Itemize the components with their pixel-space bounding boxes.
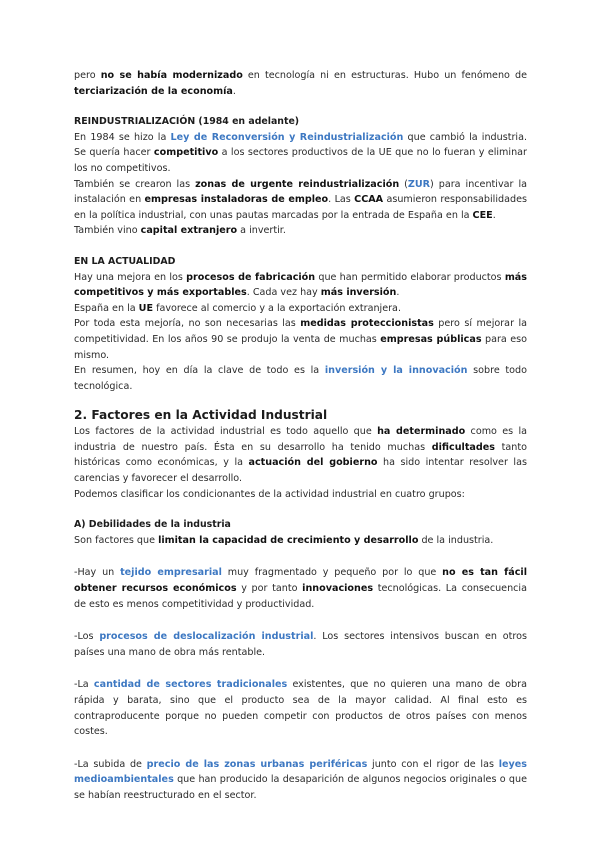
text: tanto históricas como económicas, y la: [74, 441, 527, 469]
highlight-text: Ley de Reconversión y Reindustrialización: [170, 131, 404, 143]
factores-paragraph-2: Podemos clasificar los condicionantes de la actividad industrial en cuatro grupos:: [74, 488, 465, 500]
highlight-text: precio de las zonas urbanas periféricas: [146, 758, 368, 770]
text: que cambió la industria. Se quería hacer: [74, 131, 527, 159]
bold-text: no se había modernizado: [100, 70, 243, 81]
bold-text: procesos de fabricación: [186, 271, 316, 283]
highlight-text: cantidad de sectores tradicionales: [93, 679, 288, 691]
intro-paragraph: [74, 68, 527, 99]
text: favorece al comercio y a la exportación extranjera.: [153, 302, 401, 314]
actualidad-heading: EN LA ACTUALIDAD: [74, 255, 176, 267]
bold-text: UE: [138, 302, 154, 314]
actual-paragraph-3: [74, 316, 527, 363]
text: -Los: [74, 631, 100, 643]
highlight-text: tejido empresarial: [120, 567, 222, 579]
debilidad-item-3: [74, 677, 527, 739]
debilidades-intro: [74, 533, 527, 549]
text: asumieron responsabilidades en la política industrial, con unas pautas marcadas por la entrada de España en la: [74, 194, 527, 221]
bold-text: competitivo: [153, 147, 219, 159]
bold-text: terciarización de la economía: [74, 85, 233, 97]
bold-text: CCAA: [354, 194, 384, 206]
text: existentes, que no quieren una mano de obra rápida y barata, sino que el producto sea de la mayor calidad. Al final esto es contraproducente porque no pueden competir con productos de otros países con menos costes.: [74, 679, 527, 738]
text: sobre todo tecnológica.: [74, 365, 527, 392]
text: que han producido la desaparición de algunos negocios originales o que se habían reestructurado en el sector.: [74, 774, 527, 801]
text: .: [396, 287, 400, 299]
text: ) para incentivar la instalación en: [74, 178, 527, 206]
text: a los sectores productivos de la UE que no lo fueran y eliminar los no competitivos.: [74, 147, 527, 174]
reind-paragraph-2: [74, 177, 527, 224]
text: -Hay un: [74, 567, 121, 579]
text: Son factores que: [74, 534, 159, 546]
text: Por toda esta mejoría, no son necesarias las: [74, 318, 301, 330]
text: . Las: [328, 194, 355, 206]
bold-text: ha determinado: [377, 426, 466, 438]
actual-paragraph-2: [74, 301, 527, 317]
text: ha sido intentar resolver las carencias y favorecer el desarrollo.: [74, 457, 527, 485]
reind-paragraph-3: [74, 223, 527, 239]
reind-paragraph-1: [74, 130, 527, 177]
text: .: [492, 209, 496, 221]
debilidades-heading: A) Debilidades de la industria: [74, 519, 231, 531]
document-page: [74, 68, 527, 804]
text: También vino: [74, 225, 141, 237]
text: (: [399, 178, 408, 190]
bold-text: zonas de urgente reindustrialización: [195, 178, 400, 190]
text: junto con el rigor de las: [367, 758, 499, 770]
text: -La subida de: [74, 758, 147, 770]
text: como es la industria de nuestro país. Ésta en su desarrollo ha tenido muchas: [74, 426, 527, 453]
bold-text: innovaciones: [302, 583, 374, 595]
text: y por tanto: [236, 583, 303, 595]
bold-text: medidas proteccionistas: [300, 318, 434, 330]
text: Los factores de la actividad industrial es todo aquello que: [74, 426, 378, 438]
text: en tecnología ni en estructuras. Hubo un fenómeno de: [242, 70, 527, 81]
text: . Los sectores intensivos buscan en otros países una mano de obra más rentable.: [74, 631, 528, 658]
text: También se crearon las: [74, 178, 196, 190]
debilidad-item-2: [74, 629, 527, 660]
actual-paragraph-1: [74, 270, 527, 301]
text: . Cada vez hay: [246, 287, 321, 299]
text: de la industria.: [418, 534, 494, 546]
text: -La: [74, 679, 94, 691]
bold-text: más competitivos y más exportables: [74, 271, 527, 299]
bold-text: no es tan fácil obtener recursos económicos: [74, 567, 527, 595]
bold-text: limitan la capacidad de crecimiento y desarrollo: [158, 534, 419, 546]
bold-text: más inversión: [320, 287, 397, 299]
text: En 1984 se hizo la: [74, 131, 171, 143]
highlight-text: leyes medioambientales: [74, 758, 527, 786]
reindustrializacion-heading: REINDUSTRIALIZACIÓN (1984 en adelante): [74, 116, 300, 128]
bold-text: empresas públicas: [380, 333, 482, 345]
bold-text: empresas instaladoras de empleo: [144, 194, 329, 206]
text: tecnológicas. La consecuencia de esto es menos competitividad y productividad.: [74, 583, 527, 610]
bold-text: actuación del gobierno: [248, 457, 378, 469]
text: España en la: [74, 302, 139, 314]
text: que han permitido elaborar productos: [315, 271, 505, 283]
factores-paragraph-1: [74, 424, 527, 486]
bold-text: capital extranjero: [140, 225, 238, 237]
bold-text: CEE: [472, 209, 493, 221]
text: pero: [74, 70, 101, 81]
actual-paragraph-4: [74, 363, 527, 394]
debilidad-item-4: [74, 757, 527, 804]
text: Hay una mejora en los: [74, 271, 187, 283]
section-2-heading: 2. Factores en la Actividad Industrial: [74, 408, 328, 423]
highlight-text: procesos de deslocalización industrial: [99, 631, 314, 643]
debilidad-item-1: [74, 565, 527, 612]
text: En resumen, hoy en día la clave de todo es la: [74, 365, 325, 377]
text: pero sí mejorar la competitividad. En los años 90 se produjo la venta de muchas: [74, 318, 527, 345]
bold-text: dificultades: [431, 441, 495, 453]
text: a invertir.: [237, 225, 286, 237]
text: muy fragmentado y pequeño por lo que: [221, 567, 443, 579]
text: .: [232, 85, 236, 97]
text: para eso mismo.: [74, 333, 527, 361]
highlight-text: ZUR: [407, 178, 431, 190]
highlight-text: inversión y la innovación: [324, 365, 468, 377]
